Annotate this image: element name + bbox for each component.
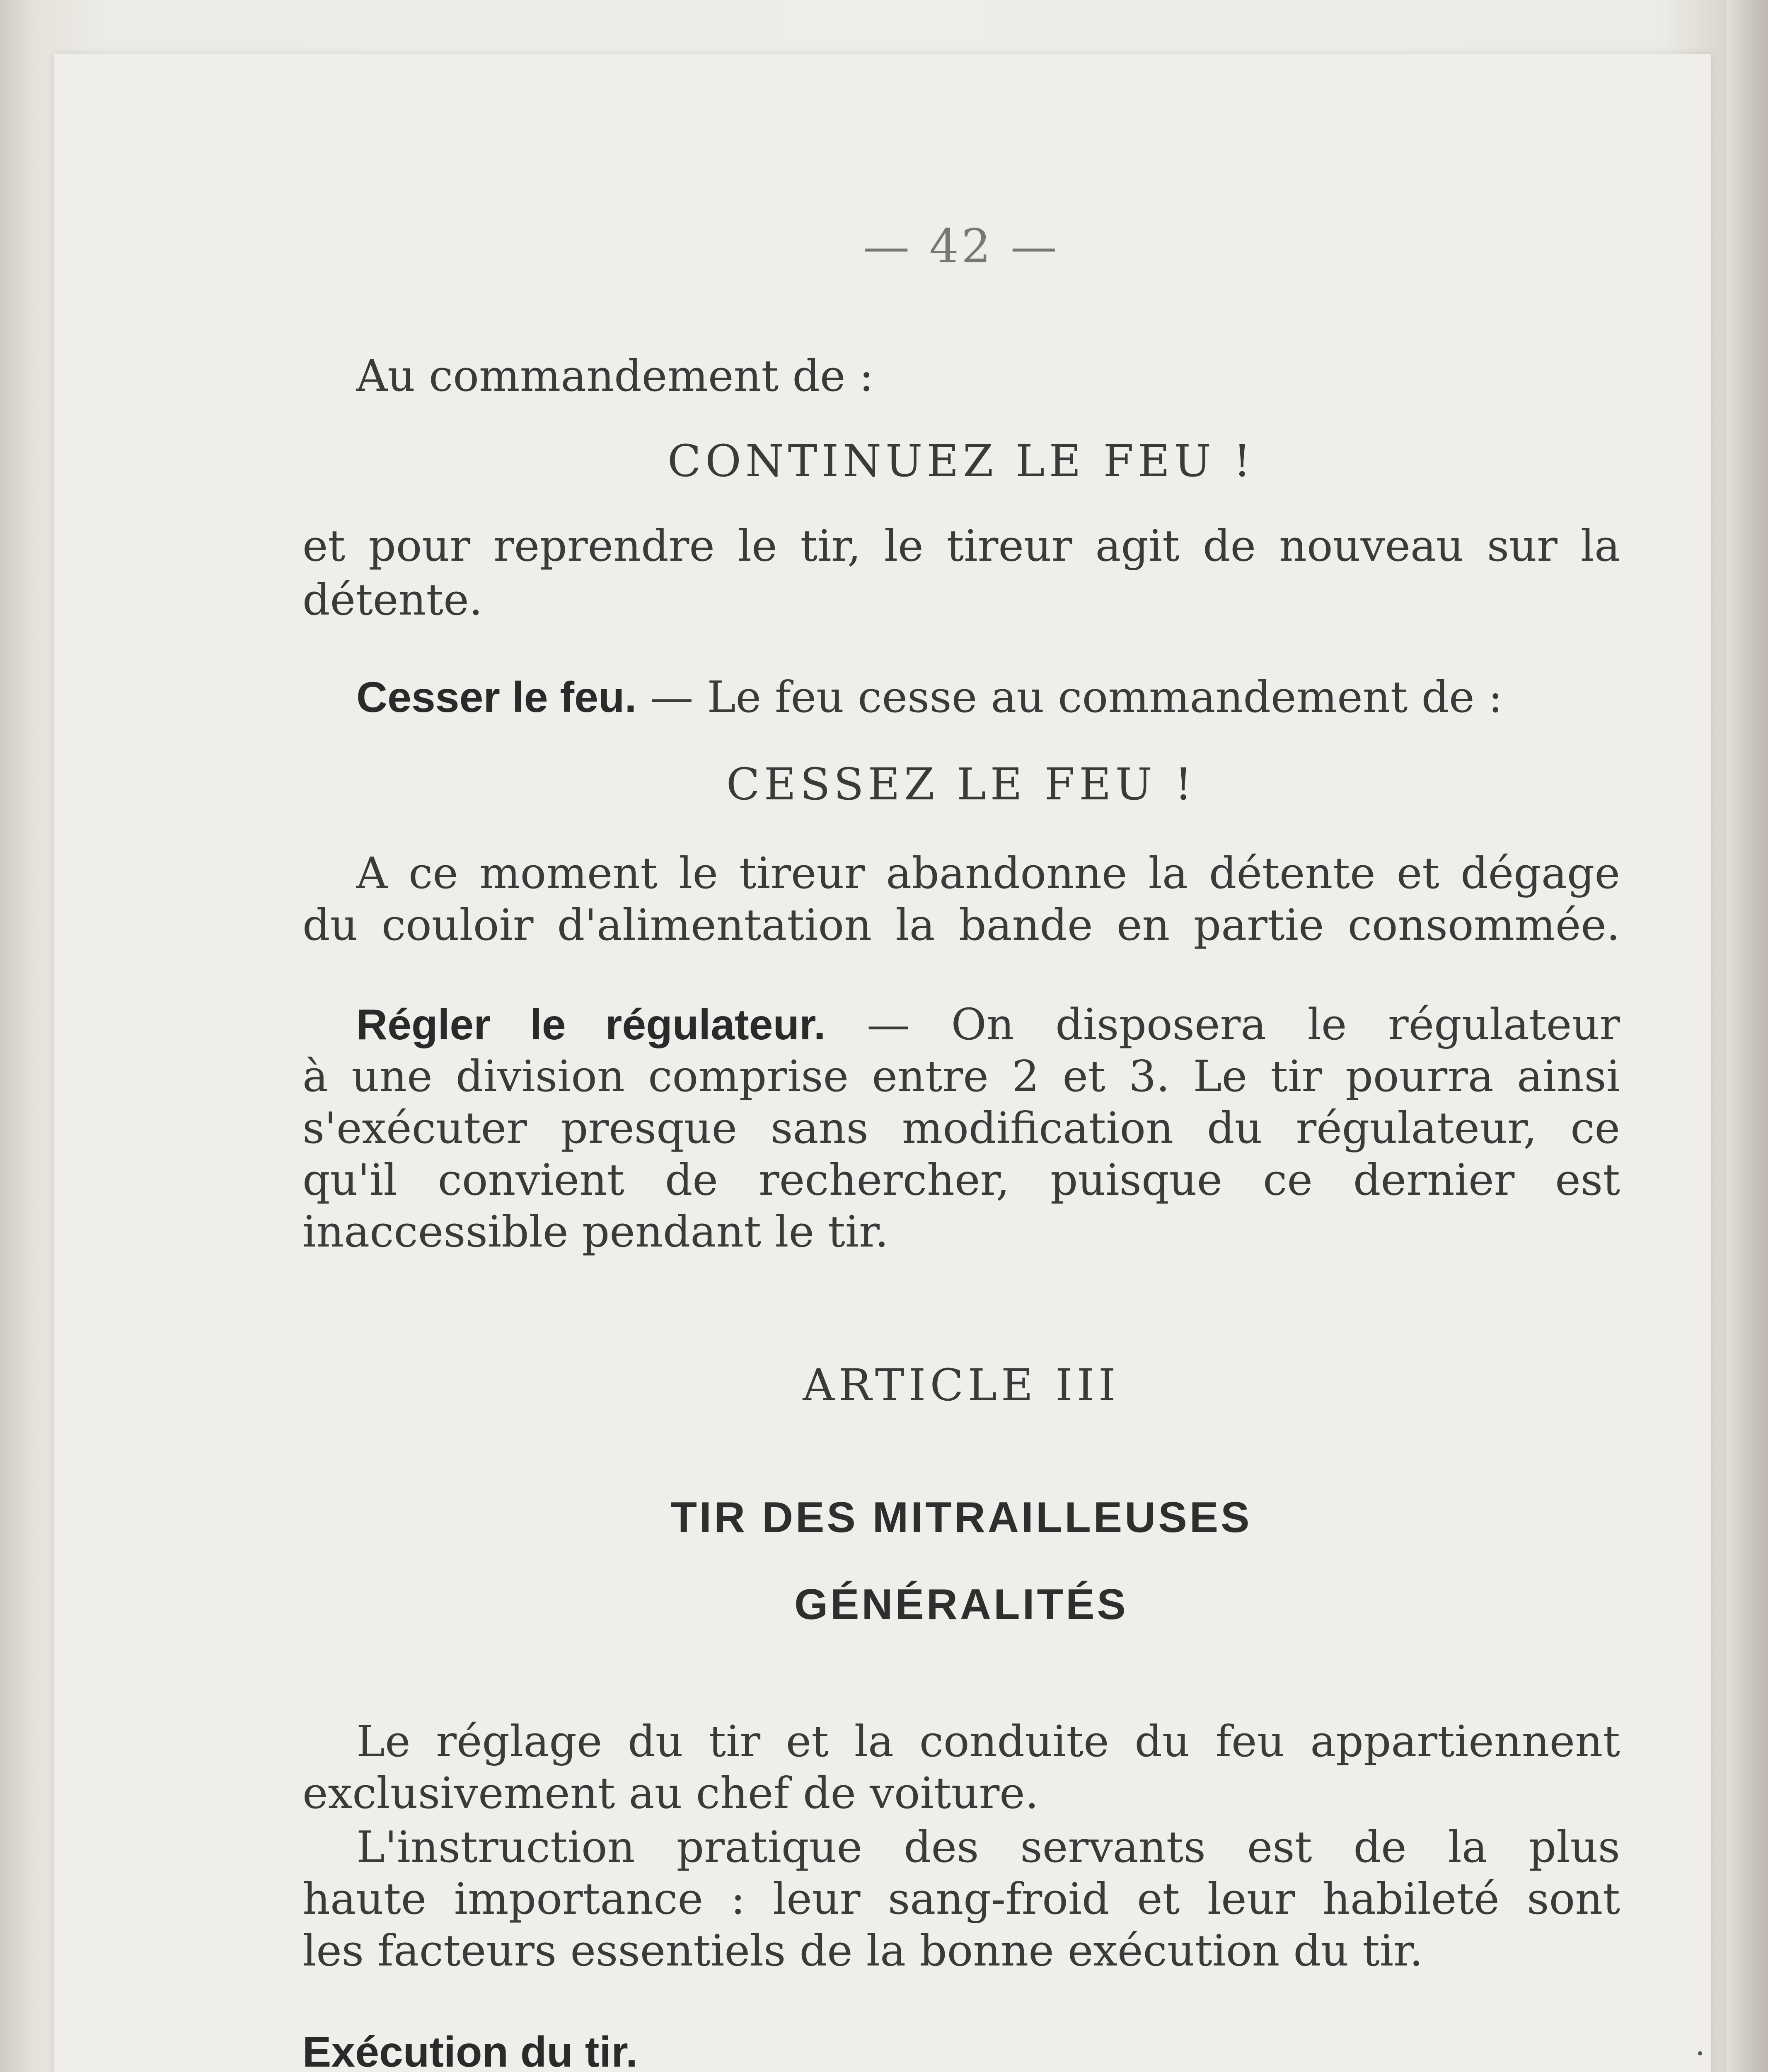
section-heading-rest: — Le feu cesse au commandement de : xyxy=(636,672,1503,722)
article-title: TIR DES MITRAILLEUSES xyxy=(670,1493,1252,1542)
body-line: haute importance : leur sang-froid et leur habileté sont xyxy=(302,1874,1620,1924)
page-content xyxy=(302,0,1620,2072)
article-subtitle: GÉNÉRALITÉS xyxy=(794,1581,1128,1629)
article-label: ARTICLE III xyxy=(803,1360,1120,1411)
body-line: Le réglage du tir et la conduite du feu appartiennent xyxy=(356,1716,1620,1767)
paper-speck xyxy=(1698,2051,1702,2055)
section-heading: Cesser le feu. xyxy=(356,673,637,721)
section-regulator xyxy=(302,999,1620,1051)
body-line: s'exécuter presque sans modification du régulateur, ce xyxy=(302,1103,1620,1153)
body-line: inaccessible pendant le tir. xyxy=(302,1206,889,1257)
body-line: à une division comprise entre 2 et 3. Le tir pourra ainsi xyxy=(302,1051,1620,1101)
body-line: qu'il convient de rechercher, puisque ce dernier est xyxy=(302,1155,1620,1205)
section-heading-execution: Exécution du tir. xyxy=(302,2028,638,2072)
section-heading-rest: — On disposera le régulateur xyxy=(825,999,1620,1050)
section-heading: Régler le régulateur. xyxy=(356,1001,826,1049)
body-line: et pour reprendre le tir, le tireur agit de nouveau sur la xyxy=(302,520,1620,571)
body-line: les facteurs essentiels de la bonne exécution du tir. xyxy=(302,1925,1423,1976)
command-intro: Au commandement de : xyxy=(356,351,874,401)
page-edge xyxy=(1727,0,1768,2072)
body-line: L'instruction pratique des servants est de la plus xyxy=(356,1822,1620,1872)
body-line: détente. xyxy=(302,574,483,625)
body-line: A ce moment le tireur abandonne la détente et dégage xyxy=(356,848,1620,898)
body-line: exclusivement au chef de voiture. xyxy=(302,1768,1039,1818)
body-line: du couloir d'alimentation la bande en partie consommée. xyxy=(302,900,1620,950)
page-number: — 42 — xyxy=(863,220,1059,274)
section-cease-fire xyxy=(302,671,1620,724)
command-cease-fire: CESSEZ LE FEU ! xyxy=(726,759,1197,810)
command-continue-fire: CONTINUEZ LE FEU ! xyxy=(667,436,1255,487)
